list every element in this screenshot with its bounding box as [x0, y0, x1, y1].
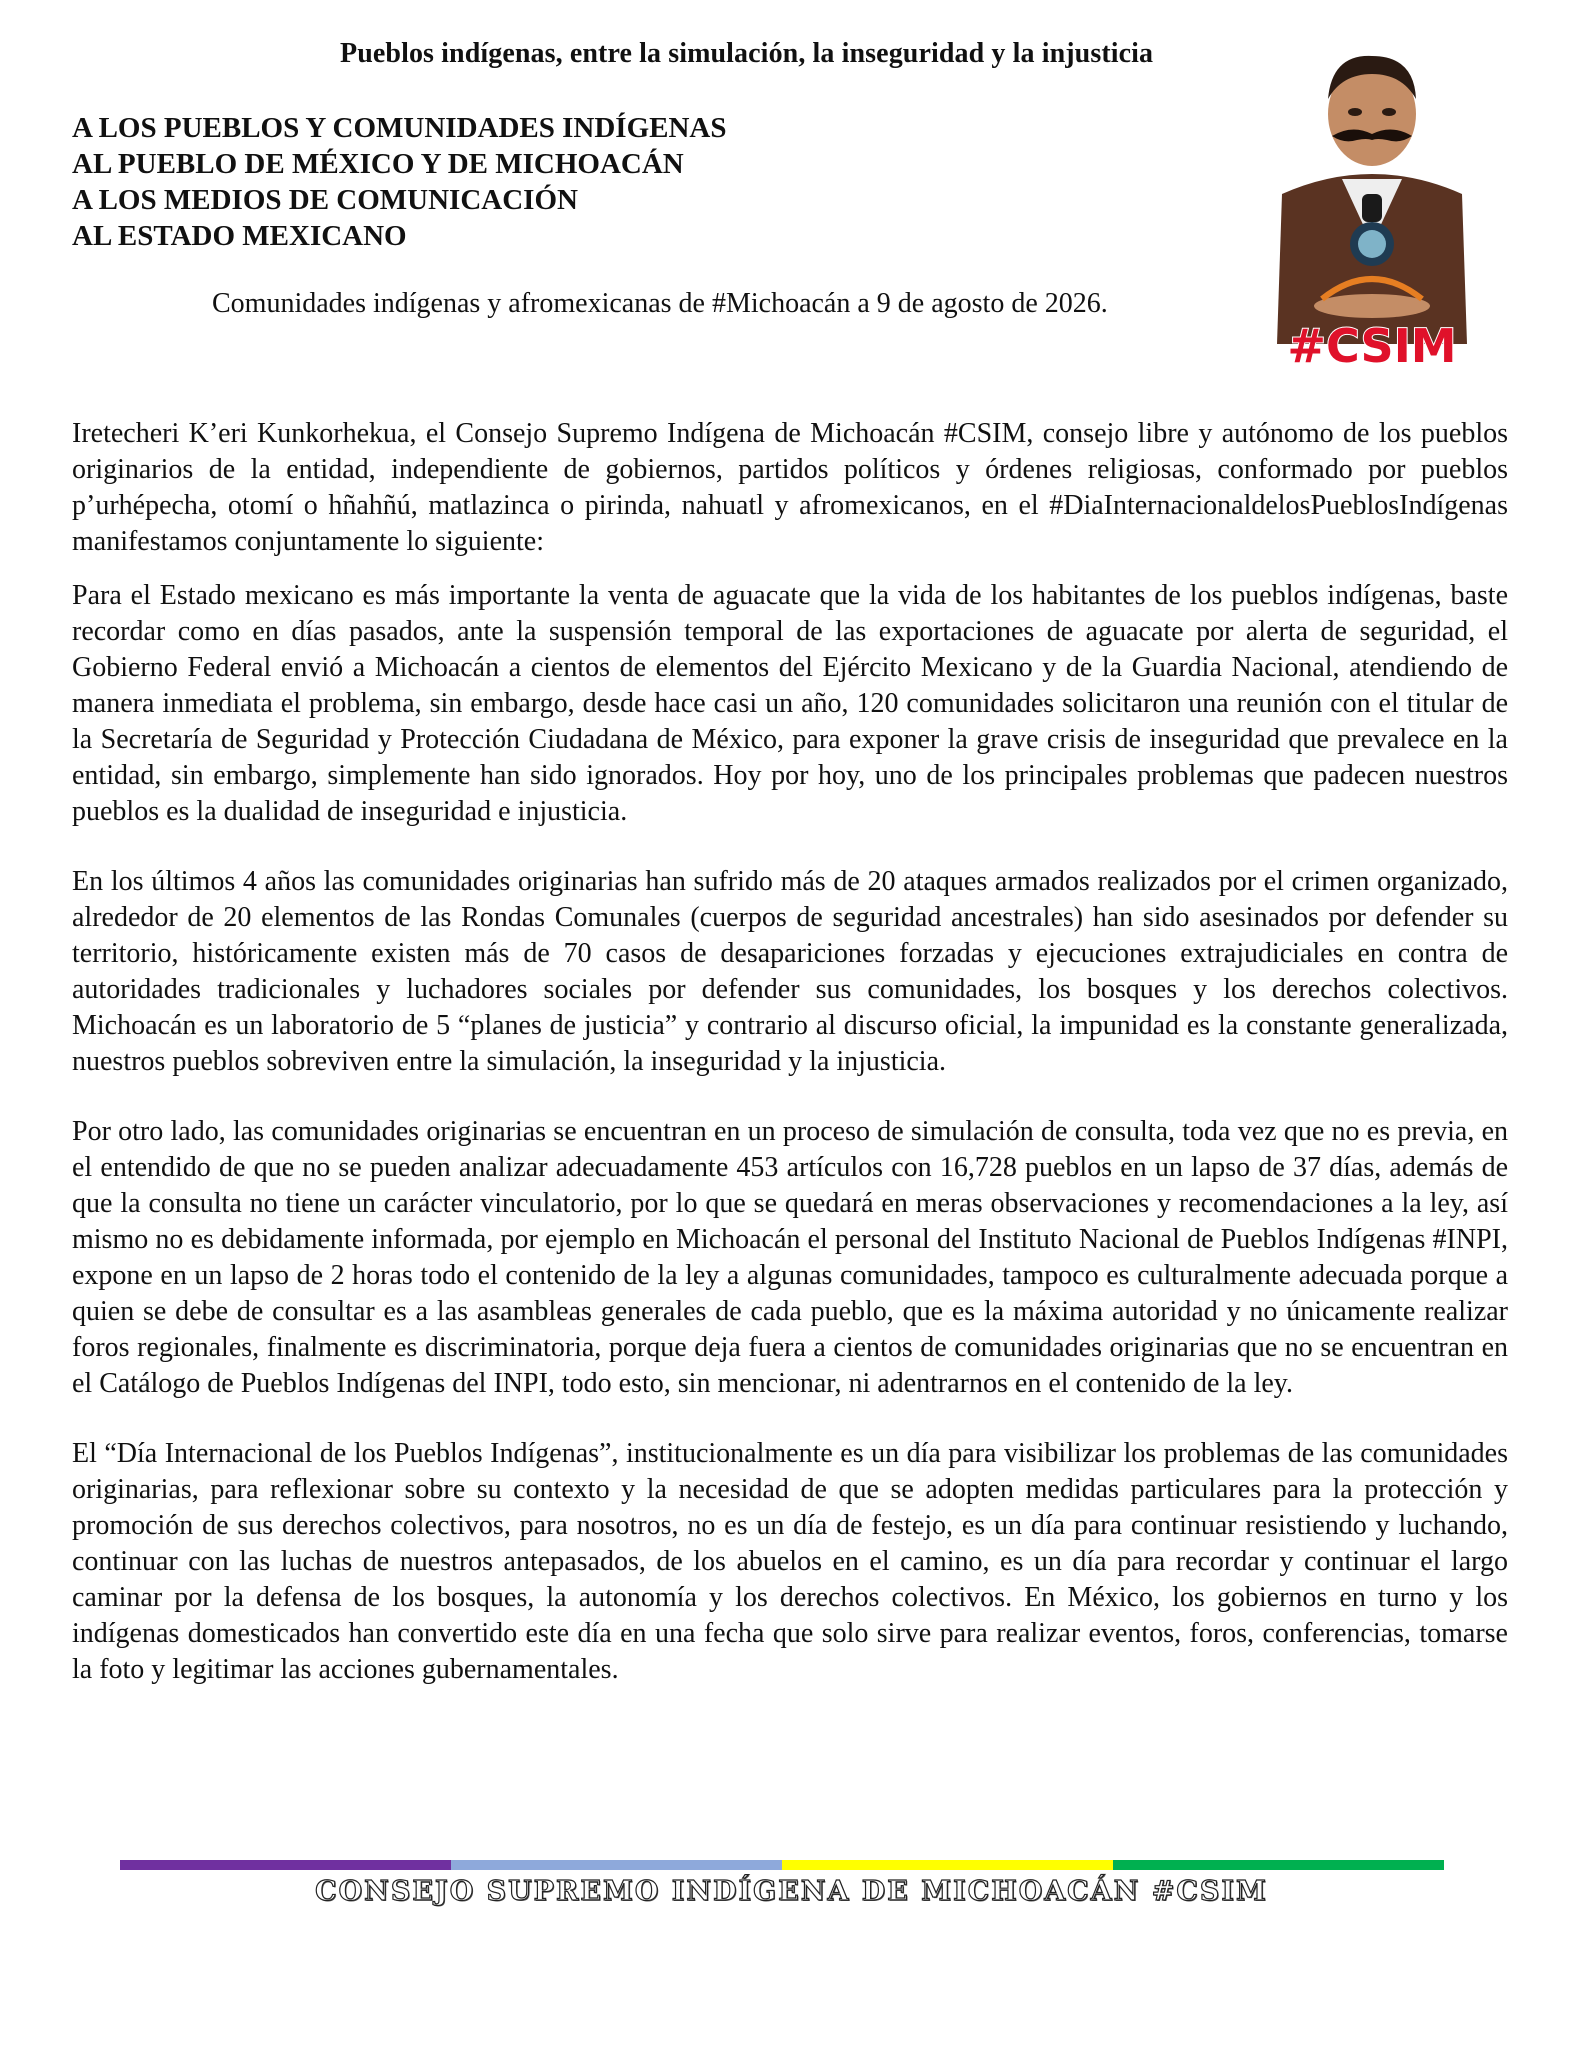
dateline: Comunidades indígenas y afromexicanas de #Michoacán a 9 de agosto de 2026.	[212, 288, 1108, 319]
paragraph: Para el Estado mexicano es más importante la venta de aguacate que la vida de los habitantes de los pueblos indígenas, baste recordar como en días pasados, ante la suspensión temporal de las exportaciones de aguacate por alerta de seguridad, el Gobierno Federal envió a Michoacán a cientos de elementos del Ejército Mexicano y de la Guardia Nacional, atendiendo de manera inmediata el problema, sin embargo, desde hace casi un año, 120 comunidades solicitaron una reunión con el titular de la Secretaría de Seguridad y Protección Ciudadana de México, para exponer la grave crisis de inseguridad que prevalece en la entidad, sin embargo, simplemente han sido ignorados. Hoy por hoy, uno de los principales problemas que padecen nuestros pueblos es la dualidad de inseguridad e injusticia.	[72, 580, 1508, 827]
paragraph: El “Día Internacional de los Pueblos Indígenas”, institucionalmente es un día para visibilizar los problemas de las comunidades originarias, para reflexionar sobre su contexto y la necesidad de que se adopten medidas particulares para la protección y promoción de sus derechos colectivos, para nosotros, no es un día de festejo, es un día para continuar resistiendo y luchando, continuar con las luchas de nuestros antepasados, de los abuelos en el camino, es un día para recordar y continuar el largo caminar por la defensa de los bosques, la autonomía y los derechos colectivos. En México, los gobiernos en turno y los indígenas domesticados han convertido este día en una fecha que solo sirve para realizar eventos, foros, conferencias, tomarse la foto y legitimar las acciones gubernamentales.	[72, 1438, 1508, 1685]
paragraph: Iretecheri K’eri Kunkorhekua, el Consejo Supremo Indígena de Michoacán #CSIM, consejo libre y autónomo de los pueblos originarios de la entidad, independiente de gobiernos, partidos políticos y órdenes religiosas, conformado por pueblos p’urhépecha, otomí o hñahñú, matlazinca o pirinda, nahuatl y afromexicanos, en el #DiaInternacionaldelosPueblosIndígenas manifestamos conjuntamente lo siguiente:	[72, 418, 1508, 557]
footer-organization-name: CONSEJO SUPREMO INDÍGENA DE MICHOACÁN #CSIM	[315, 1876, 1268, 1907]
footer-bar-segment	[782, 1860, 1113, 1870]
addressee-line: A LOS PUEBLOS Y COMUNIDADES INDÍGENAS	[72, 112, 727, 144]
paragraph: En los últimos 4 años las comunidades originarias han sufrido más de 20 ataques armados realizados por el crimen organizado, alrededor de 20 elementos de las Rondas Comunales (cuerpos de seguridad ancestrales) han sido asesinados por defender su territorio, históricamente existen más de 70 casos de desapariciones forzadas y ejecuciones extrajudiciales en contra de autoridades tradicionales y luchadores sociales por defender sus comunidades, los bosques y los derechos colectivos. Michoacán es un laboratorio de 5 “planes de justicia” y contrario al discurso oficial, la impunidad es la constante generalizada, nuestros pueblos sobreviven entre la simulación, la inseguridad y la injusticia.	[72, 866, 1508, 1077]
paragraph: Por otro lado, las comunidades originarias se encuentran en un proceso de simulación de consulta, toda vez que no es previa, en el entendido de que no se pueden analizar adecuadamente 453 artículos con 16,728 pueblos en un lapso de 37 días, además de que la consulta no tiene un carácter vinculatorio, por lo que se quedará en meras observaciones y recomendaciones a la ley, así mismo no es debidamente informada, por ejemplo en Michoacán el personal del Instituto Nacional de Pueblos Indígenas #INPI, expone en un lapso de 2 horas todo el contenido de la ley a algunas comunidades, tampoco es culturalmente adecuada porque a quien se debe de consultar es a las asambleas generales de cada pueblo, que es la máxima autoridad y no únicamente realizar foros regionales, finalmente es discriminatoria, porque deja fuera a cientos de comunidades originarias que no se encuentran en el Catálogo de Pueblos Indígenas del INPI, todo esto, sin mencionar, ni adentrarnos en el contenido de la ley.	[72, 1116, 1508, 1399]
addressees-block	[72, 110, 727, 254]
document-title: Pueblos indígenas, entre la simulación, la inseguridad y la injusticia	[340, 38, 1154, 69]
footer-bar-segment	[120, 1860, 451, 1870]
footer-bar-segment	[451, 1860, 782, 1870]
csim-logo	[1262, 44, 1482, 370]
letter-body	[72, 416, 1508, 1688]
addressee-line: AL ESTADO MEXICANO	[72, 220, 407, 252]
footer-bar-segment	[1113, 1860, 1444, 1870]
addressee-line: AL PUEBLO DE MÉXICO Y DE MICHOACÁN	[72, 148, 684, 180]
footer-color-bar	[120, 1860, 1444, 1870]
addressee-line: A LOS MEDIOS DE COMUNICACIÓN	[72, 184, 578, 216]
svg-text:#CSIM: #CSIM	[1287, 319, 1457, 370]
